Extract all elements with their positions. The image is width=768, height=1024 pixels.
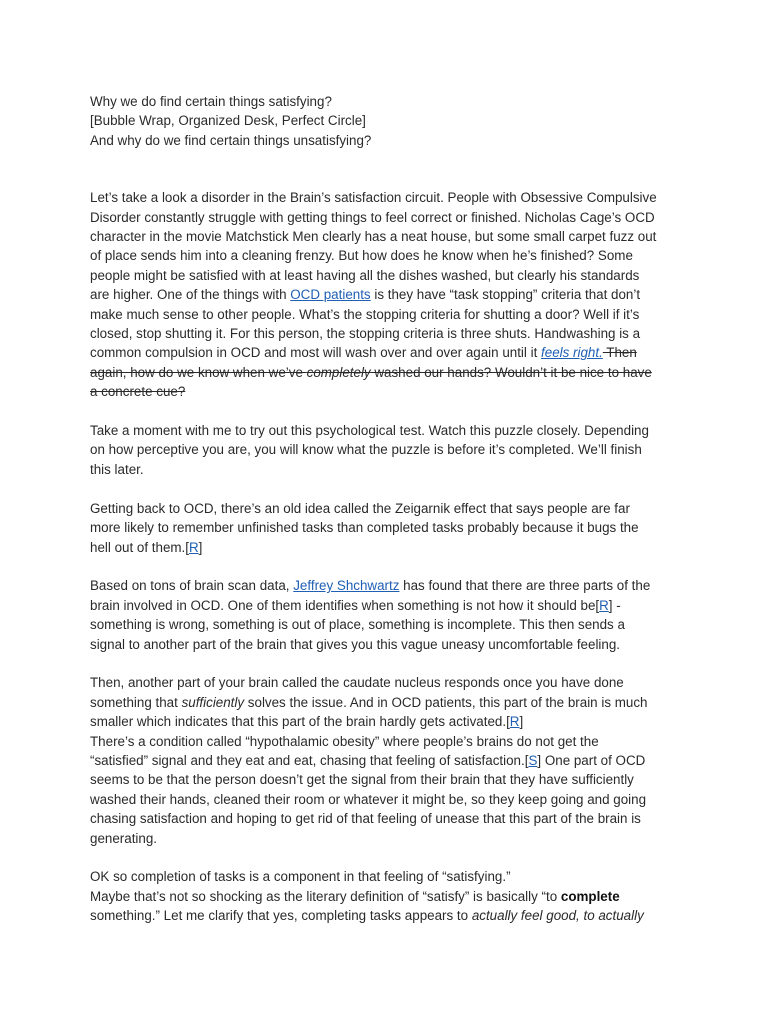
intro-question-2: And why do we find certain things unsatisfying? xyxy=(90,132,372,148)
paragraph-zeigarnik xyxy=(90,499,680,557)
text-line: Let’s take a look a disorder in the Brain’s satisfaction circuit. People with Obsessive Compulsive xyxy=(90,190,657,206)
emphasis-text: completely xyxy=(306,364,371,380)
spacer xyxy=(90,848,680,867)
spacer xyxy=(90,402,680,421)
text-line xyxy=(90,693,680,712)
paragraph-brain-scan xyxy=(90,576,680,654)
text-span: washed our hands? Wouldn’t it be nice to have xyxy=(370,364,652,380)
text-line xyxy=(90,538,680,557)
text-line: this later. xyxy=(90,461,144,477)
struck-line: a concrete cue? xyxy=(90,384,186,400)
text-line: chasing satisfaction and hoping to get rid of that feeling of unease that this part of the brain is xyxy=(90,811,641,827)
intro-examples: [Bubble Wrap, Organized Desk, Perfect Circle] xyxy=(90,113,366,129)
spacer xyxy=(90,150,680,188)
emphasis-text: actually feel good, to actually xyxy=(471,908,644,924)
text-line: more likely to remember unfinished tasks than completed tasks probably because it bugs the xyxy=(90,520,639,536)
text-span: ] - xyxy=(608,597,621,613)
text-line xyxy=(90,285,680,304)
text-line: on how perceptive you are, you will know what the puzzle is before it’s completed. We’ll finish xyxy=(90,442,642,458)
text-span: ] One part of OCD xyxy=(537,752,646,768)
text-line: closed, stop shutting it. For this person, the stopping criteria is three shuts. Handwashing is a xyxy=(90,326,641,342)
intro-question: Why we do find certain things satisfying? xyxy=(90,94,332,109)
document-page xyxy=(90,92,680,926)
text-line: people might be satisfied with at least having all the dishes washed, but clearly his standards xyxy=(90,267,640,283)
text-span: ] xyxy=(198,539,203,555)
ocd-patients-link[interactable]: OCD patients xyxy=(290,287,371,303)
text-line xyxy=(90,343,680,362)
paragraph-ocd xyxy=(90,188,680,401)
feels-right-link[interactable] xyxy=(541,345,603,360)
bold-text: complete xyxy=(560,888,620,904)
text-line: something is wrong, something is out of place, something is incomplete. This then sends a xyxy=(90,617,625,633)
text-line: washed their hands, cleaned their room or whatever it might be, so they keep going and going xyxy=(90,791,647,807)
text-line: make much sense to other people. What’s the stopping criteria for shutting a door? Well if it’s xyxy=(90,306,640,322)
text-span: “satisfied” signal and they eat and eat, chasing that feeling of satisfaction.[ xyxy=(90,752,529,768)
text-span: common compulsion in OCD and most will wash over and over again until it xyxy=(90,345,542,361)
text-span: something that xyxy=(90,694,182,710)
text-span: Maybe that’s not so shocking as the literary definition of “satisfy” is basically “to xyxy=(90,888,561,904)
text-span: brain involved in OCD. One of them identifies when something is not how it should be[ xyxy=(90,597,600,613)
text-line: Disorder constantly struggle with getting things to feel correct or finished. Nicholas Cage’s OCD xyxy=(90,209,655,225)
text-line: seems to be that the person doesn’t get the signal from their brain that they have sufficiently xyxy=(90,772,634,788)
spacer xyxy=(90,479,680,498)
text-line: Then, another part of your brain called the caudate nucleus responds once you have done xyxy=(90,675,624,691)
text-line: Getting back to OCD, there’s an old idea called the Zeigarnik effect that says people are far xyxy=(90,500,630,516)
spacer xyxy=(90,557,680,576)
text-line xyxy=(90,751,680,770)
text-line: There’s a condition called “hypothalamic obesity” where people’s brains do not get the xyxy=(90,733,599,749)
text-span: are higher. One of the things with xyxy=(90,287,291,303)
feels-right-text: feels right. xyxy=(541,345,603,361)
paragraph-caudate xyxy=(90,673,680,848)
text-span: is they have “task stopping” criteria that don’t xyxy=(370,287,641,303)
paragraph-completion xyxy=(90,867,680,925)
text-line: signal to another part of the brain that gives you this vague uneasy uncomfortable feeling. xyxy=(90,636,621,652)
reference-link[interactable]: R xyxy=(189,539,199,555)
text-span: Based on tons of brain scan data, xyxy=(90,578,294,594)
intro-block xyxy=(90,92,680,150)
text-span: something.” Let me clarify that yes, completing tasks appears to xyxy=(90,908,472,924)
text-span: has found that there are three parts of the xyxy=(399,578,651,594)
text-line xyxy=(90,576,680,595)
text-line xyxy=(90,596,680,615)
text-span: hell out of them.[ xyxy=(90,539,189,555)
text-line: character in the movie Matchstick Men clearly has a neat house, but some small carpet fuzz out xyxy=(90,229,657,245)
text-line: Take a moment with me to try out this psychological test. Watch this puzzle closely. Depending xyxy=(90,423,649,439)
jeffrey-shchwartz-link[interactable]: Jeffrey Shchwartz xyxy=(293,578,400,594)
text-line xyxy=(90,712,680,731)
reference-link[interactable]: R xyxy=(509,714,520,730)
text-line: OK so completion of tasks is a component in that feeling of “satisfying.” xyxy=(90,869,511,885)
text-span: ] xyxy=(519,714,524,730)
text-line xyxy=(90,887,680,906)
reference-link[interactable]: R xyxy=(599,597,609,613)
struck-text: Then xyxy=(602,345,637,361)
emphasis-text: sufficiently xyxy=(181,694,245,710)
struck-line xyxy=(90,363,680,382)
text-span: smaller which indicates that this part of the brain hardly gets activated.[ xyxy=(90,714,510,730)
text-span: solves the issue. And in OCD patients, this part of the brain is much xyxy=(244,694,648,710)
paragraph-puzzle xyxy=(90,421,680,479)
text-line: of place sends him into a cleaning frenzy. But how does he know when he’s finished? Some xyxy=(90,248,633,264)
spacer xyxy=(90,654,680,673)
text-span: again, how do we know when we’ve xyxy=(90,364,307,380)
text-line: generating. xyxy=(90,830,158,846)
source-link[interactable]: S xyxy=(528,752,538,768)
text-line xyxy=(90,906,680,925)
